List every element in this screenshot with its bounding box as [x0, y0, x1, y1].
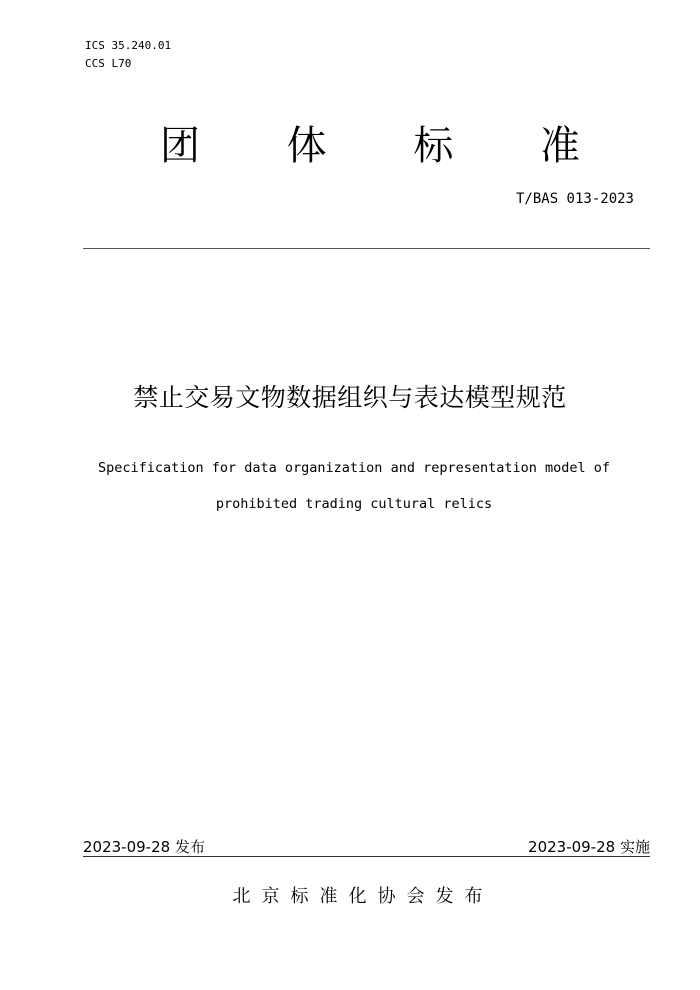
document-title-chinese: 禁止交易文物数据组织与表达模型规范 [133, 383, 567, 412]
standard-type-char: 准 [539, 123, 580, 169]
standard-type-char: 团 [160, 123, 200, 169]
standard-number: T/BAS 013-2023 [515, 191, 634, 207]
footer-divider [83, 856, 650, 857]
english-title-line: Specification for data organization and representation model of [97, 460, 611, 476]
ics-code: ICS 35.240.01 [85, 39, 172, 52]
english-title-line: prohibited trading cultural relics [215, 496, 493, 512]
document-title-english [0, 450, 700, 522]
issuing-organization: 北京标准化协会发布 [232, 886, 494, 907]
standard-type-char: 体 [286, 123, 327, 169]
publish-date: 2023-09-28 发布 [83, 838, 205, 856]
ccs-code: CCS L70 [85, 57, 132, 70]
header-divider [83, 248, 650, 249]
standard-type-heading [160, 118, 580, 174]
implementation-date: 2023-09-28 实施 [528, 838, 650, 856]
date-row [83, 837, 650, 857]
standard-type-char: 标 [413, 123, 454, 169]
classification-codes [85, 37, 171, 73]
